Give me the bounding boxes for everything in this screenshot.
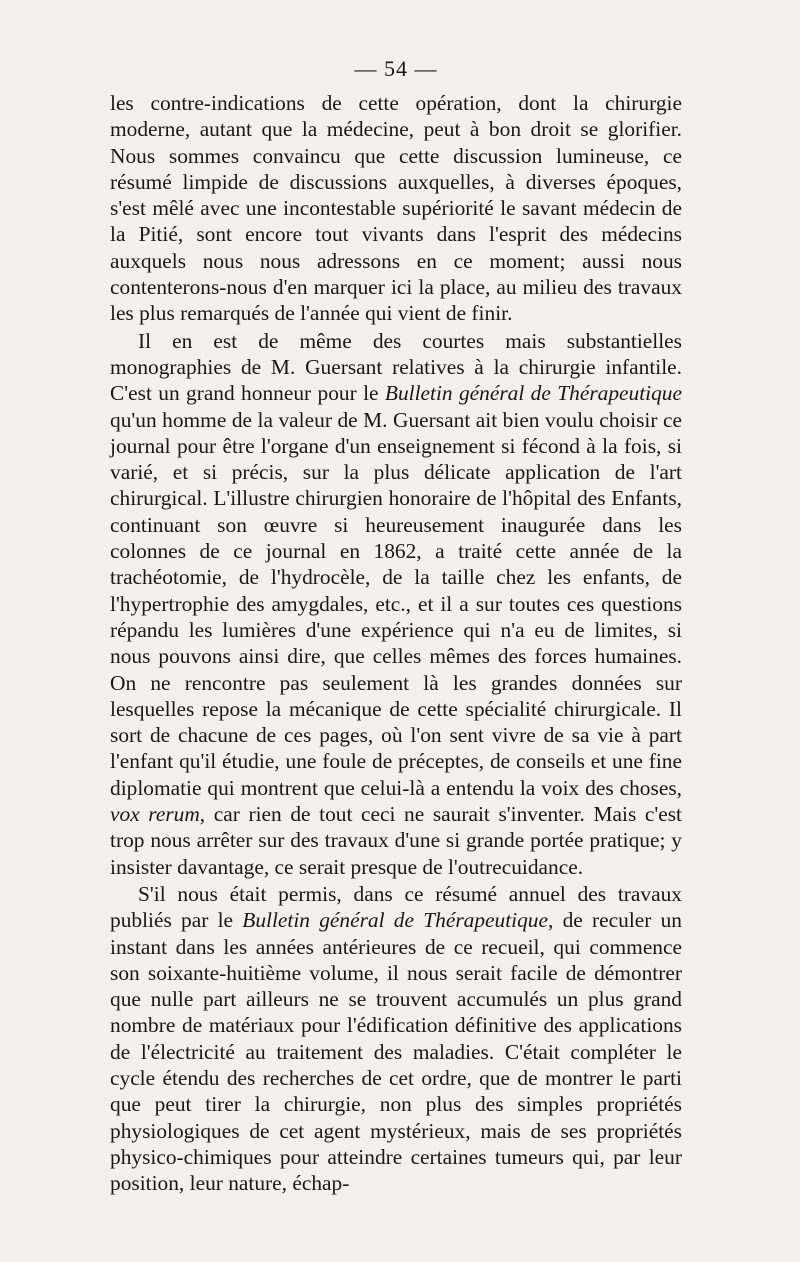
page-body bbox=[110, 90, 682, 1196]
paragraph-2-text-a: Il en est de même des courtes mais substantielles monographies de M. Guersant relatives à la chirurgie infantile. C'est un grand honneur pour le bbox=[110, 328, 682, 406]
paragraph-3-text-b: , de reculer un instant dans les années antérieures de ce recueil, qui commence son soixante-huitième volume, il nous serait facile de démontrer que nulle part ailleurs ne se trouvent accumulés un plus grand nombre de matériaux pour l'édification définitive des applications de l'électricité au traitement des maladies. C'était compléter le cycle étendu des recherches de cet ordre, que de montrer le parti que peut tirer la chirurgie, non plus des simples propriétés physiologiques de cet agent mystérieux, mais de ses propriétés physico-chimiques pour atteindre certaines tumeurs qui, par leur position, leur nature, échap- bbox=[110, 908, 683, 1196]
paragraph-1 bbox=[110, 90, 682, 327]
paragraph-3 bbox=[110, 881, 682, 1197]
paragraph-2-text-b: qu'un homme de la valeur de M. Guersant ait bien voulu choisir ce journal pour être l'organe d'un enseignement si fécond à la fois, si varié, et si précis, sur la plus délicate application de l'art chirurgical. L'illustre chirurgien honoraire de l'hôpital des Enfants, continuant son œuvre si heureusement inaugurée dans les colonnes de ce journal en 1862, a traité cette année de la trachéotomie, de l'hydrocèle, de la taille chez les enfants, de l'hypertrophie des amygdales, etc., et il a sur toutes ces questions répandu les lumières d'une expérience qui n'a eu de limites, si nous pouvons ainsi dire, que celles mêmes des forces humaines. On ne rencontre pas seulement là les grandes données sur lesquelles repose la mécanique de cette spécialité chirurgicale. Il sort de chacune de ces pages, où l'on sent vivre de sa vie à part l'enfant qu'il étudie, une foule de préceptes, de conseils et une fine diplomatie qui montrent que celui-là a entendu la voix des choses, bbox=[110, 407, 682, 800]
paragraph-2 bbox=[110, 328, 682, 880]
journal-title-italic: Bulletin général de Thérapeutique bbox=[384, 381, 682, 406]
page-number: — 54 — bbox=[354, 56, 438, 81]
paragraph-1-text: les contre-indications de cette opération, dont la chirurgie moderne, autant que la médecine, peut à bon droit se glorifier. Nous sommes convaincu que cette discussion lumineuse, ce résumé limpide de discussions auxquelles, à diverses époques, s'est mêlé avec une incontestable supériorité le savant médecin de la Pitié, sont encore tout vivants dans l'esprit des médecins auxquels nous nous adressons en ce moment; aussi nous contenterons-nous d'en marquer ici la place, au milieu des travaux les plus remarqués de l'année qui vient de finir. bbox=[110, 91, 682, 326]
journal-title-italic: Bulletin général de Thérapeutique bbox=[242, 908, 548, 933]
latin-phrase-italic: vox rerum bbox=[110, 802, 200, 827]
paragraph-3-text-a: S'il nous était permis, dans ce résumé annuel des travaux publiés par le bbox=[110, 881, 682, 933]
paragraph-2-text-c: , car rien de tout ceci ne saurait s'inventer. Mais c'est trop nous arrêter sur des travaux d'une si grande portée pratique; y insister davantage, ce serait presque de l'outrecuidance. bbox=[110, 802, 682, 879]
